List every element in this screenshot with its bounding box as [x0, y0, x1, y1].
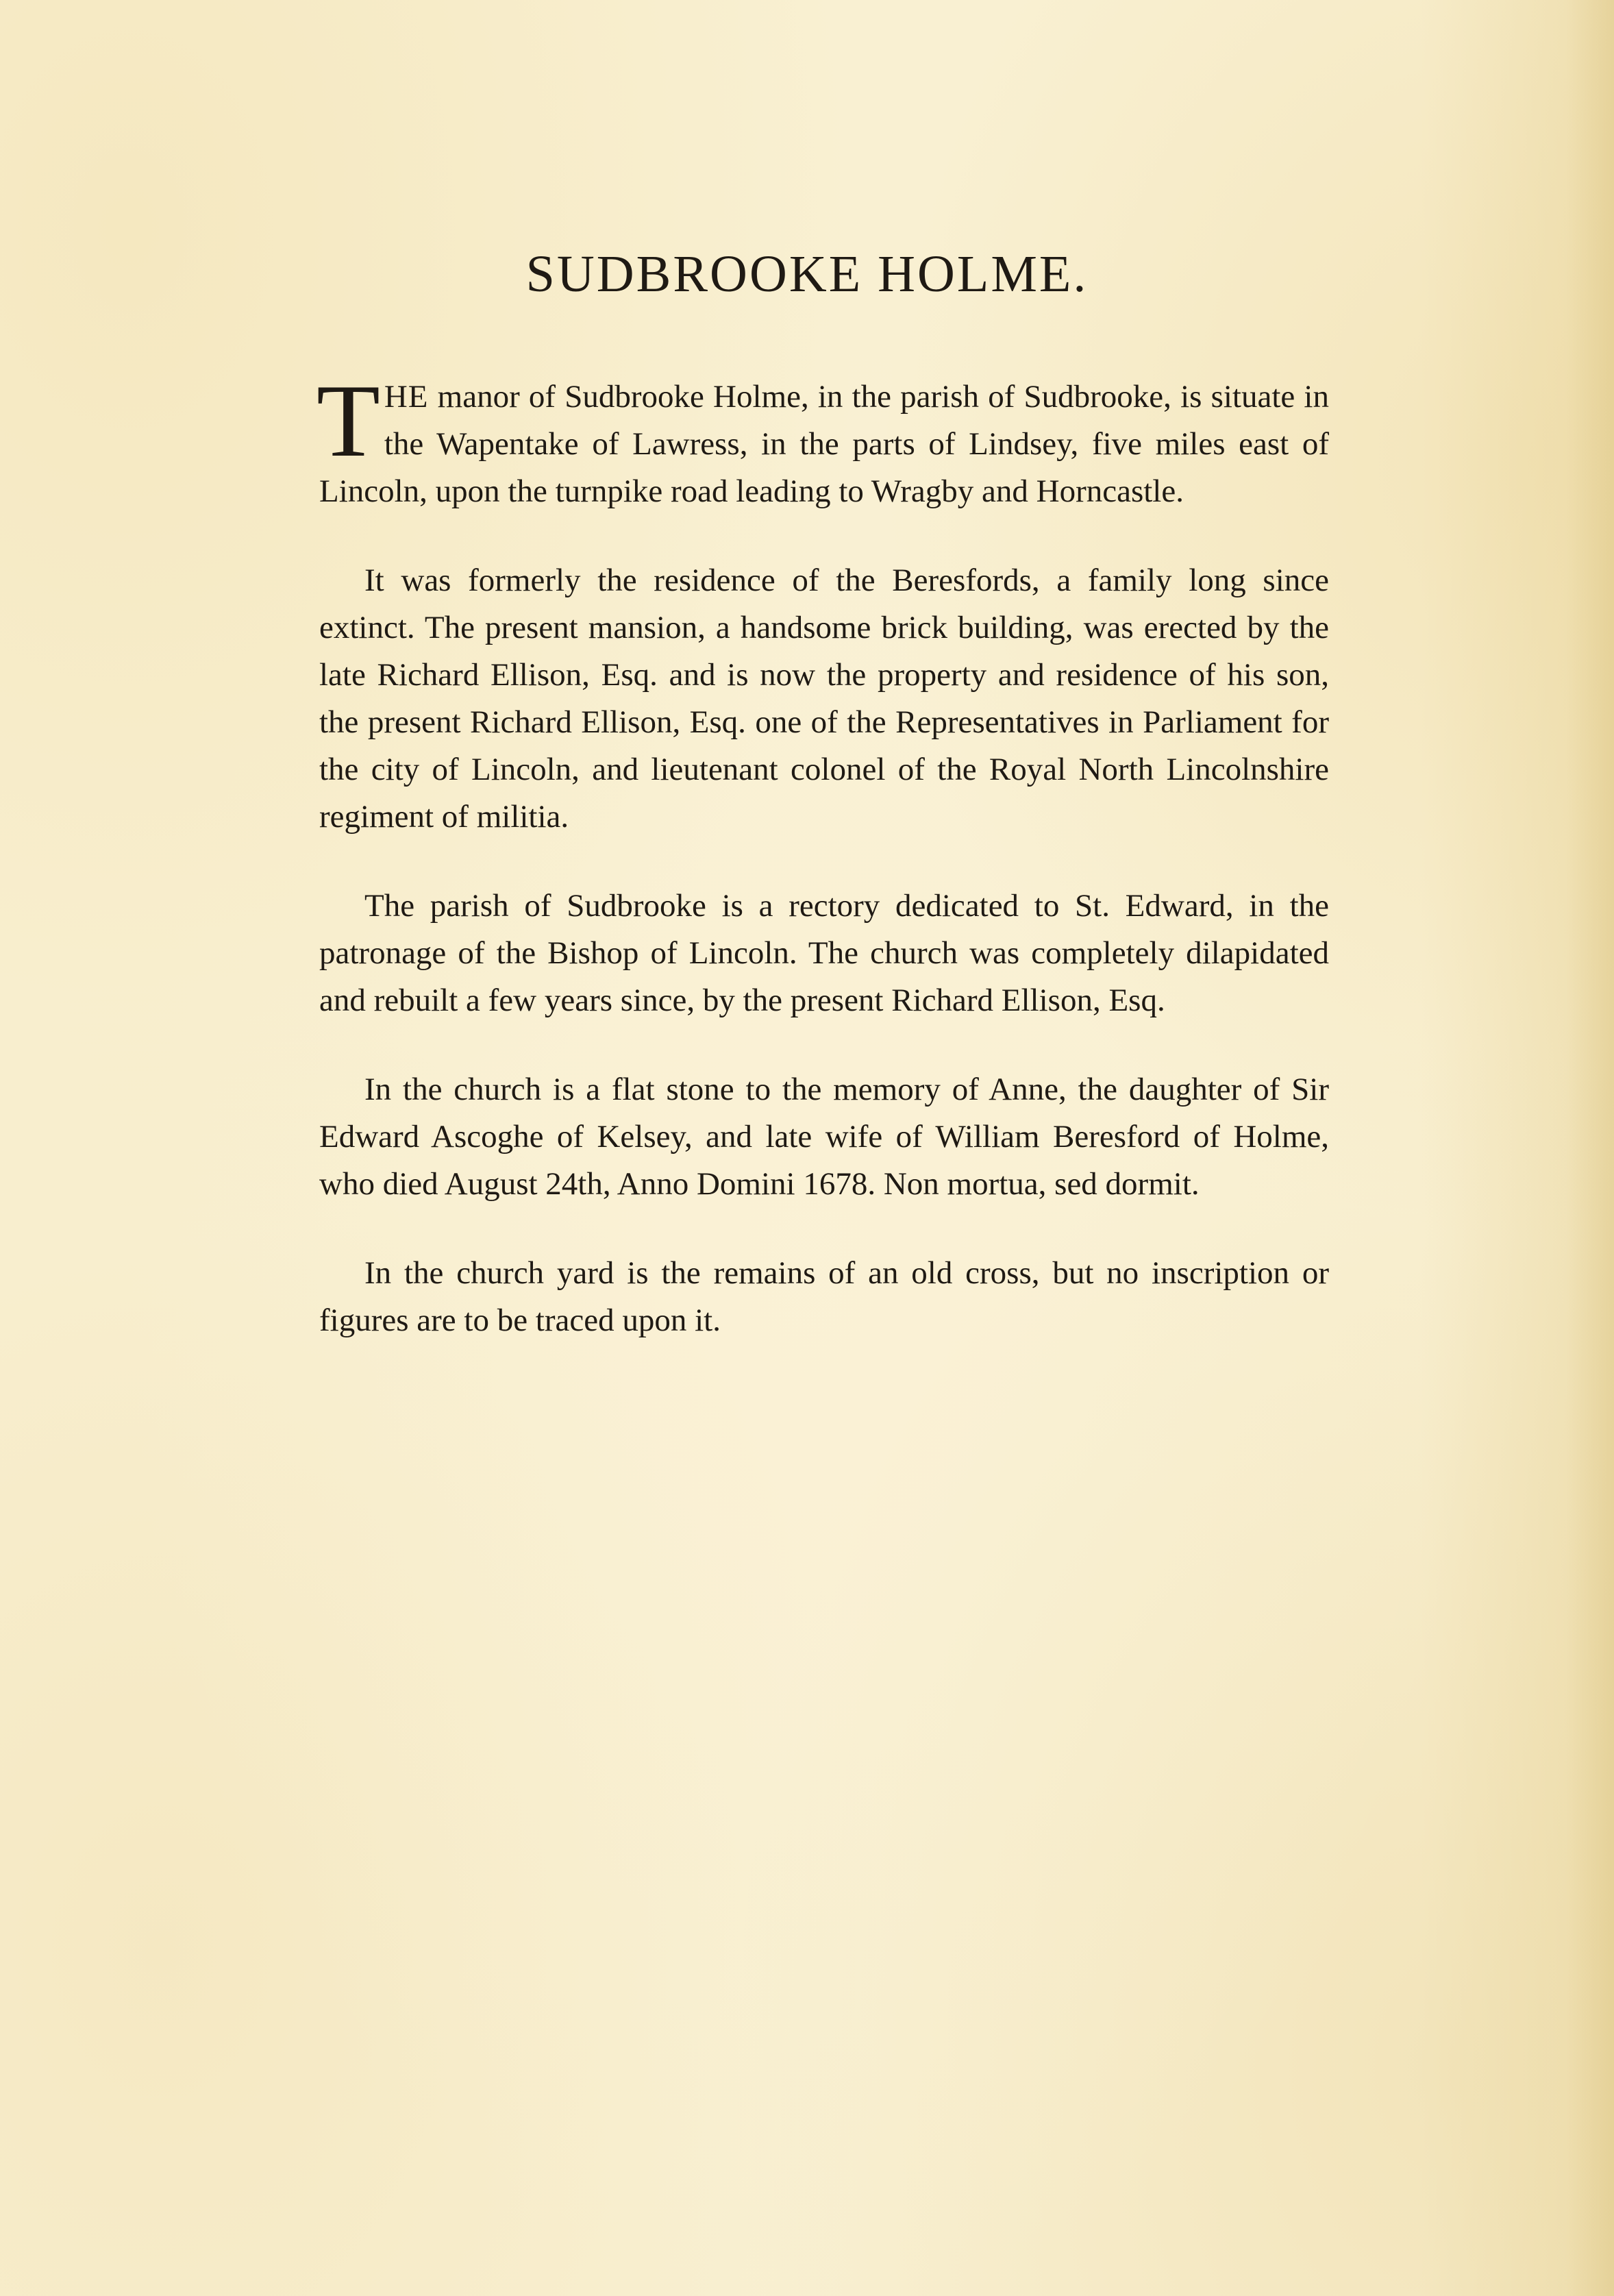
- paragraph-1: [316, 363, 1329, 515]
- body-text: [316, 363, 1329, 1386]
- paragraph-3: The parish of Sudbrooke is a rectory dedicated to St. Edward, in the patronage of the Bishop of Lincoln. The church was completely dilapidated and rebuilt a few years since, by the present Richard Ellison, Esq.: [319, 888, 1329, 1018]
- drop-cap: T: [316, 363, 380, 478]
- page-title: SUDBROOKE HOLME.: [525, 245, 1089, 303]
- paragraph-4: In the church is a flat stone to the memory of Anne, the daughter of Sir Edward Ascoghe of Kelsey, and late wife of William Beresford of Holme, who died August 24th, Anno Domini 1678. Non mortua, sed dormit.: [319, 1072, 1329, 1202]
- page-edge-shadow: [1566, 0, 1614, 2296]
- paragraph-1-lead: HE: [384, 379, 429, 415]
- paragraph-1-text: manor of Sudbrooke Holme, in the parish of Sudbrooke, is situate in the Wapentake of Lawress, in the parts of Lindsey, five miles east of Lincoln, upon the turnpike road leading to Wragby and Horncastle.: [319, 379, 1329, 509]
- paragraph-2: It was formerly the residence of the Beresfords, a family long since extinct. The present mansion, a handsome brick building, was erected by the late Richard Ellison, Esq. and is now the property and residence of his son, the present Richard Ellison, Esq. one of the Representatives in Parliament for the city of Lincoln, and lieutenant colonel of the Royal North Lincolnshire regiment of militia.: [319, 563, 1329, 835]
- paragraph-5: In the church yard is the remains of an old cross, but no inscription or figures are to be traced upon it.: [319, 1255, 1329, 1338]
